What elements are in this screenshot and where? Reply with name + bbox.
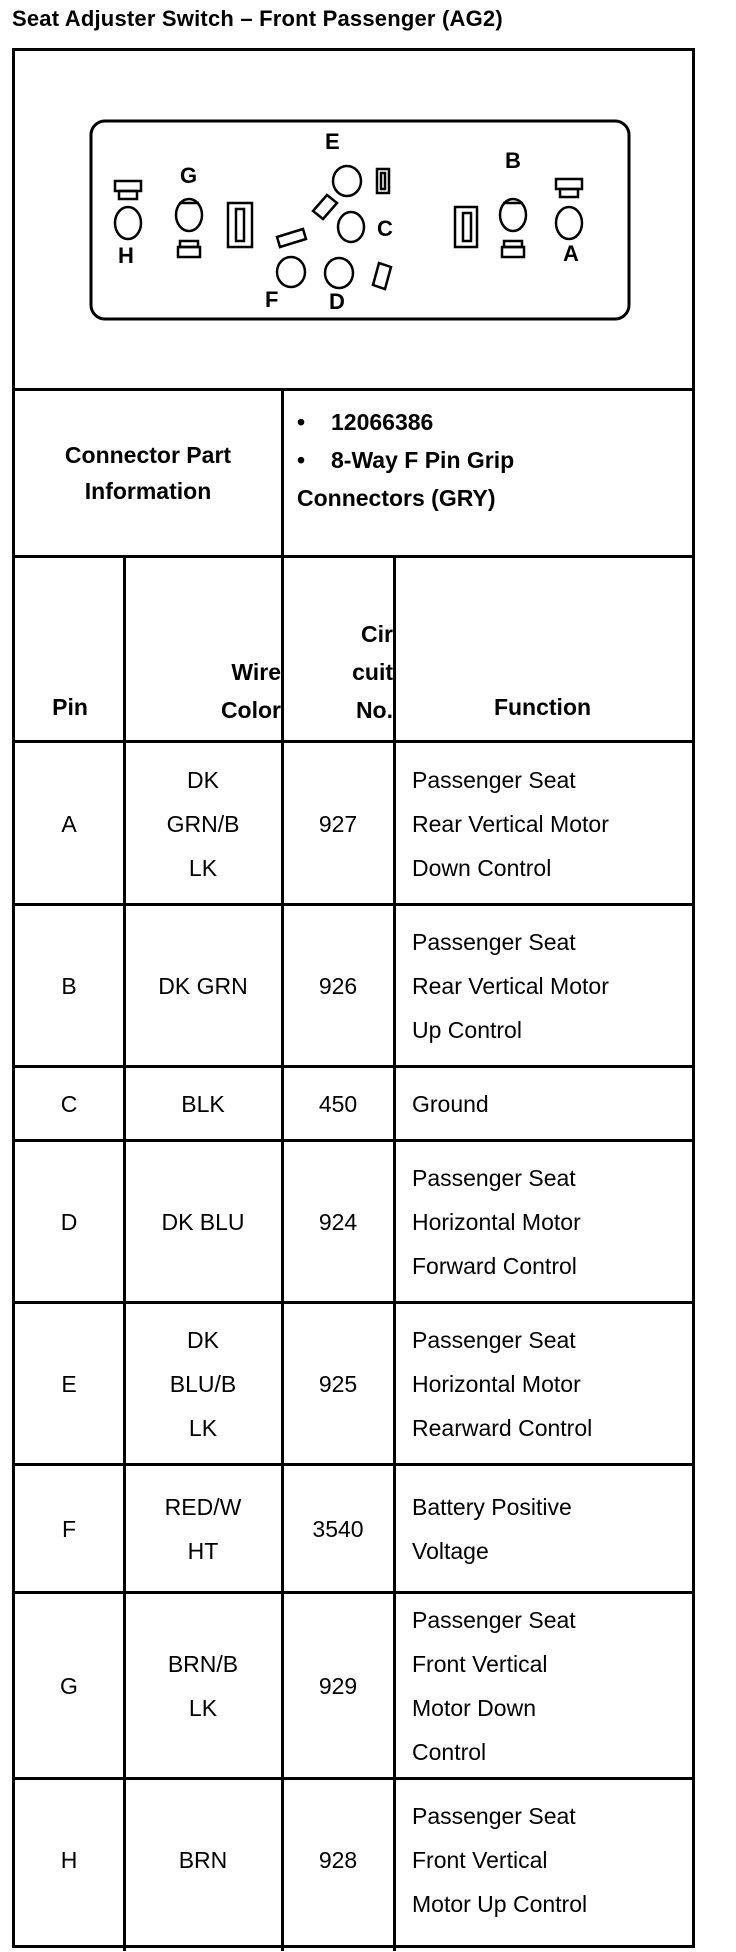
pin-line: E <box>61 1371 77 1397</box>
function-line: Rear Vertical Motor <box>412 811 609 837</box>
pin-line: B <box>61 973 77 999</box>
header-circuit-no <box>281 558 393 743</box>
row-h-function <box>396 1779 692 1941</box>
terminal-d-tab <box>373 263 391 289</box>
header-pin-text: Pin <box>52 694 88 720</box>
function-line: Motor Up Control <box>412 1891 588 1917</box>
row-c-wire-color <box>125 1067 281 1141</box>
row-d-pin <box>15 1141 123 1303</box>
row-b-function <box>396 905 692 1067</box>
wire-color-line: DK <box>187 767 219 793</box>
row-f-circuit <box>283 1465 393 1593</box>
wire-color-line: DK BLU <box>161 1209 245 1235</box>
function-line: Forward Control <box>412 1253 577 1279</box>
row-g-pin <box>15 1593 123 1779</box>
pin-line: H <box>60 1847 78 1873</box>
terminal-f-pin <box>277 257 305 287</box>
function-line: Passenger Seat <box>412 1607 576 1633</box>
function-line: Up Control <box>412 1017 522 1043</box>
row-d-circuit <box>283 1141 393 1303</box>
function-line: Front Vertical <box>412 1651 548 1677</box>
row-a-pin <box>15 743 123 905</box>
connector-info-label-line2: Information <box>84 478 212 504</box>
pin-line: A <box>61 811 77 837</box>
connector-table <box>12 48 695 1948</box>
pin-label-h: H <box>118 243 134 268</box>
header-wire-color-line1: Wire <box>231 659 281 685</box>
header-pin <box>15 558 125 743</box>
row-h-pin <box>15 1779 123 1941</box>
row-h-circuit <box>283 1779 393 1941</box>
function-line: Control <box>412 1739 487 1765</box>
circuit-line: 926 <box>318 973 358 999</box>
connector-info-values: • 12066386 • 8-Way F Pin Grip Connectors (GRY) <box>297 409 515 511</box>
header-circuit-line1: Cir <box>361 621 393 647</box>
pin-label-g: G <box>180 163 198 188</box>
terminal-a-top <box>556 179 582 189</box>
pin-label-f: F <box>265 287 279 312</box>
function-line: Passenger Seat <box>412 929 576 955</box>
row-f-function <box>396 1465 692 1593</box>
row-e-circuit <box>283 1303 393 1465</box>
terminal-h-pin <box>115 207 141 239</box>
row-g-function <box>396 1593 692 1779</box>
wire-color-line: BRN <box>178 1847 228 1873</box>
row-c-circuit <box>283 1067 393 1141</box>
part-number: 12066386 <box>331 409 434 435</box>
row-e-function <box>396 1303 692 1465</box>
pin-line: C <box>60 1091 78 1117</box>
pin-label-b: B <box>505 148 521 173</box>
row-g-wire-color <box>125 1593 281 1779</box>
circuit-line: 925 <box>318 1371 358 1397</box>
function-line: Ground <box>412 1091 489 1117</box>
function-line: Rearward Control <box>412 1415 593 1441</box>
function-line: Rear Vertical Motor <box>412 973 609 999</box>
pin-label-c: C <box>377 216 393 241</box>
wire-color-line: BRN/B <box>167 1651 239 1677</box>
function-line: Down Control <box>412 855 552 881</box>
row-d-function <box>396 1141 692 1303</box>
function-line: Battery Positive <box>412 1494 572 1520</box>
row-a-circuit <box>283 743 393 905</box>
wire-color-line: LK <box>188 855 218 881</box>
row-c-function <box>396 1067 692 1141</box>
function-line: Voltage <box>412 1538 489 1564</box>
row-b-pin <box>15 905 123 1067</box>
terminal-e-pin <box>333 166 361 196</box>
connector-type: 8-Way F Pin Grip <box>331 447 515 473</box>
function-line: Passenger Seat <box>412 767 576 793</box>
header-wire-color <box>125 558 281 743</box>
wire-color-line: BLK <box>181 1091 225 1117</box>
page-title: Seat Adjuster Switch – Front Passenger (AG2) <box>12 6 503 31</box>
function-line: Horizontal Motor <box>412 1209 581 1235</box>
wire-color-line: GRN/B <box>166 811 240 837</box>
pin-label-d: D <box>329 289 345 314</box>
wire-color-line: LK <box>188 1415 218 1441</box>
row-a-function <box>396 743 692 905</box>
function-line: Passenger Seat <box>412 1165 576 1191</box>
header-wire-color-line2: Color <box>220 697 281 723</box>
row-d-wire-color <box>125 1141 281 1303</box>
header-circuit-line2: cuit <box>352 659 393 685</box>
wire-color-line: LK <box>188 1695 218 1721</box>
function-line: Front Vertical <box>412 1847 548 1873</box>
circuit-line: 927 <box>318 811 358 837</box>
wire-color-line: HT <box>187 1538 219 1564</box>
circuit-line: 450 <box>318 1091 358 1117</box>
wire-color-line: DK GRN <box>158 973 248 999</box>
header-function <box>393 558 692 743</box>
terminal-c-pin <box>338 212 364 242</box>
connector-type-cont: Connectors (GRY) <box>297 485 496 511</box>
header-function-text: Function <box>493 694 592 720</box>
circuit-line: 929 <box>318 1673 358 1699</box>
row-b-wire-color <box>125 905 281 1067</box>
connector-face-diagram <box>15 51 692 391</box>
terminal-a-pin <box>556 207 582 239</box>
header-circuit-line3: No. <box>355 697 393 723</box>
wire-color-line: DK <box>187 1327 219 1353</box>
row-h-wire-color <box>125 1779 281 1941</box>
terminal-h-top <box>115 181 141 191</box>
wire-color-line: RED/W <box>164 1494 242 1520</box>
function-line: Passenger Seat <box>412 1327 576 1353</box>
function-line: Passenger Seat <box>412 1803 576 1829</box>
circuit-line: 3540 <box>312 1516 364 1542</box>
terminal-d-pin <box>325 258 353 288</box>
function-line: Motor Down <box>412 1695 536 1721</box>
terminal-f-top <box>277 229 306 247</box>
row-e-wire-color <box>125 1303 281 1465</box>
row-a-wire-color <box>125 743 281 905</box>
wire-color-line: BLU/B <box>169 1371 237 1397</box>
row-c-pin <box>15 1067 123 1141</box>
connector-info-label-line1: Connector Part <box>64 442 232 468</box>
row-b-circuit <box>283 905 393 1067</box>
row-g-circuit <box>283 1593 393 1779</box>
pin-label-e: E <box>325 129 340 154</box>
pin-line: G <box>60 1673 78 1699</box>
connector-info-label <box>15 388 281 558</box>
pin-label-a: A <box>563 241 579 266</box>
terminal-c-wedge <box>313 195 337 219</box>
circuit-line: 924 <box>318 1209 358 1235</box>
row-e-pin <box>15 1303 123 1465</box>
pin-line: F <box>61 1516 77 1542</box>
row-f-pin <box>15 1465 123 1593</box>
connector-face-svg <box>15 51 692 388</box>
circuit-line: 928 <box>318 1847 358 1873</box>
pin-line: D <box>60 1209 78 1235</box>
row-f-wire-color <box>125 1465 281 1593</box>
function-line: Horizontal Motor <box>412 1371 581 1397</box>
